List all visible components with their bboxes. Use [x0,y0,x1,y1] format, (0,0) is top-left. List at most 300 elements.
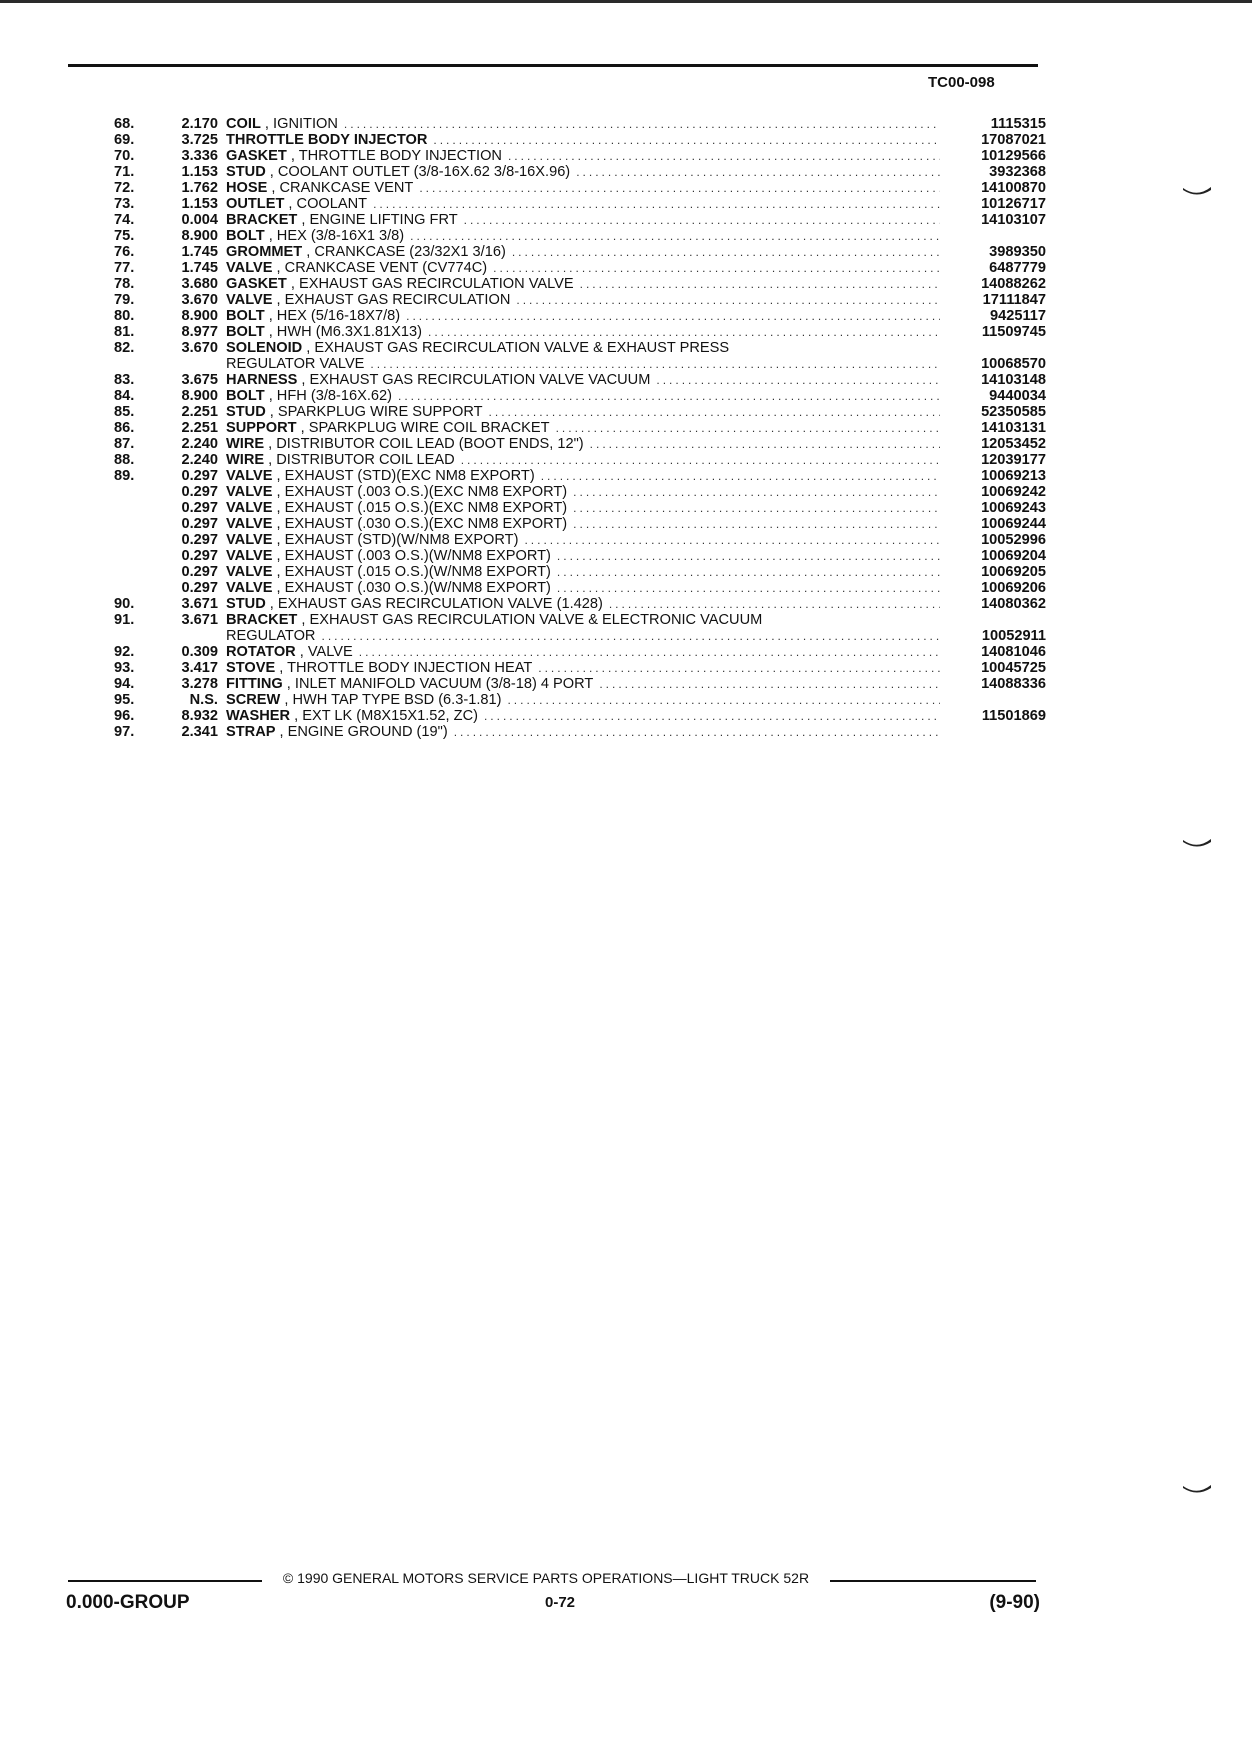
parts-row [114,308,1046,324]
parts-row [114,212,1046,228]
item-number: 80. [114,308,135,324]
part-number: 10069204 [981,548,1046,564]
part-number: 10069242 [981,484,1046,500]
part-description [226,132,944,148]
part-detail: , EXHAUST GAS RECIRCULATION VALVE & EXHAUST PRESS [302,340,730,356]
part-name: GROMMET [226,244,303,260]
part-number: 52350585 [981,404,1046,420]
item-number: 81. [114,324,135,340]
leader-dots [370,356,940,372]
leader-dots [344,116,940,132]
parts-row [114,484,1046,500]
part-detail: REGULATOR [226,628,316,644]
leader-dots [321,628,940,644]
leader-dots [516,292,940,308]
part-description [226,164,944,180]
parts-row [114,276,1046,292]
part-name: VALVE [226,548,273,564]
group-code: N.S. [189,692,218,708]
part-description [226,404,944,420]
part-detail: , HFH (3/8-16X.62) [264,388,392,404]
parts-row [114,196,1046,212]
parts-row [114,148,1046,164]
part-number: 12039177 [981,452,1046,468]
part-name: VALVE [226,468,273,484]
leader-dots [489,404,940,420]
part-description [226,308,944,324]
part-detail: , EXHAUST (.003 O.S.)(EXC NM8 EXPORT) [272,484,568,500]
group-code: 3.278 [181,676,218,692]
part-number: 14100870 [981,180,1046,196]
part-description [226,724,944,740]
part-detail: , ENGINE GROUND (19") [275,724,448,740]
parts-row [114,564,1046,580]
part-number: 10045725 [981,660,1046,676]
item-number: 96. [114,708,135,724]
leader-dots [609,596,940,612]
parts-row [114,532,1046,548]
group-code: 3.336 [181,148,218,164]
leader-dots [599,676,940,692]
part-name: BRACKET [226,212,298,228]
footer-rule-left [68,1580,262,1582]
parts-row [114,324,1046,340]
leader-dots [580,276,940,292]
part-description [226,116,944,132]
leader-dots [576,164,940,180]
part-number: 14103107 [981,212,1046,228]
item-number: 75. [114,228,135,244]
part-number: 14088336 [981,676,1046,692]
item-number: 90. [114,596,135,612]
part-detail: , ENGINE LIFTING FRT [297,212,458,228]
part-number: 11501869 [981,708,1046,724]
parts-row [114,580,1046,596]
part-name: VALVE [226,580,273,596]
leader-dots [557,580,940,596]
parts-row [114,724,1046,740]
leader-dots [538,660,940,676]
group-code: 1.745 [181,260,218,276]
part-name: BOLT [226,228,265,244]
part-detail: , EXHAUST (.030 O.S.)(W/NM8 EXPORT) [272,580,551,596]
part-name: WIRE [226,452,265,468]
group-label: 0.000-GROUP [66,1592,190,1613]
group-code: 0.297 [181,580,218,596]
group-code: 3.670 [181,340,218,356]
part-number: 3989350 [989,244,1046,260]
group-code: 3.670 [181,292,218,308]
part-number: 10069244 [981,516,1046,532]
leader-dots [573,500,940,516]
leader-dots [398,388,940,404]
group-code: 3.671 [181,612,218,628]
part-name: VALVE [226,564,273,580]
part-number: 14080362 [981,596,1046,612]
part-name: STRAP [226,724,276,740]
leader-dots [656,372,940,388]
part-name: VALVE [226,532,273,548]
group-code: 0.297 [181,532,218,548]
parts-row [114,628,1046,644]
parts-row [114,452,1046,468]
part-number: 3932368 [989,164,1046,180]
item-number: 68. [114,116,135,132]
part-description [226,196,944,212]
part-description [226,276,944,292]
parts-row [114,676,1046,692]
part-name: OUTLET [226,196,285,212]
part-description [226,468,944,484]
part-description [226,516,944,532]
item-number: 94. [114,676,135,692]
part-number: 10052996 [981,532,1046,548]
header-rule [68,64,1038,67]
leader-dots [556,420,940,436]
part-number: 10126717 [981,196,1046,212]
item-number: 71. [114,164,135,180]
item-number: 85. [114,404,135,420]
leader-dots [573,484,940,500]
part-detail: , DISTRIBUTOR COIL LEAD [264,452,455,468]
part-name: BRACKET [226,612,298,628]
parts-row [114,500,1046,516]
part-detail: , HEX (3/8-16X1 3/8) [264,228,405,244]
part-description [226,628,944,644]
part-description [226,484,944,500]
part-detail: , EXHAUST (STD)(W/NM8 EXPORT) [272,532,519,548]
item-number: 97. [114,724,135,740]
group-code: 1.745 [181,244,218,260]
part-detail: , SPARKPLUG WIRE SUPPORT [265,404,483,420]
item-number: 82. [114,340,135,356]
page-number: 0-72 [544,1594,576,1611]
part-description [226,388,944,404]
group-code: 8.977 [181,324,218,340]
leader-dots [464,212,940,228]
part-description [226,660,944,676]
part-number: 17111847 [982,292,1046,308]
part-number: 10069243 [981,500,1046,516]
part-number: 10069213 [981,468,1046,484]
leader-dots [573,516,940,532]
part-number: 10052911 [981,628,1046,644]
item-number: 69. [114,132,135,148]
part-description [226,452,944,468]
part-description [226,708,944,724]
binder-hole-mark-top [1182,186,1212,196]
part-description [226,228,944,244]
part-detail: , EXHAUST (.015 O.S.)(W/NM8 EXPORT) [272,564,551,580]
item-number: 70. [114,148,135,164]
part-name: VALVE [226,292,273,308]
group-code: 3.417 [181,660,218,676]
part-name: STUD [226,404,266,420]
part-description [226,436,944,452]
item-number: 88. [114,452,135,468]
item-number: 86. [114,420,135,436]
part-detail: , VALVE [295,644,353,660]
part-description [226,244,944,260]
part-description [226,212,944,228]
group-code: 2.240 [181,436,218,452]
group-code: 1.153 [181,164,218,180]
part-number: 14103131 [981,420,1046,436]
parts-row [114,372,1046,388]
part-detail: , DISTRIBUTOR COIL LEAD (BOOT ENDS, 12") [264,436,584,452]
part-number: 1115315 [990,116,1046,132]
parts-row [114,596,1046,612]
group-code: 2.251 [181,420,218,436]
group-code: 3.725 [181,132,218,148]
leader-dots [419,180,940,196]
group-code: 0.297 [181,468,218,484]
parts-row [114,436,1046,452]
leader-dots [524,532,940,548]
parts-row [114,340,1046,356]
part-name: COIL [226,116,261,132]
group-code: 0.297 [181,484,218,500]
part-description [226,180,944,196]
part-description [226,692,944,708]
part-number: 10129566 [981,148,1046,164]
parts-row [114,132,1046,148]
part-name: ROTATOR [226,644,296,660]
part-description [226,372,944,388]
leader-dots [454,724,940,740]
group-code: 2.240 [181,452,218,468]
group-code: 0.297 [181,516,218,532]
parts-row [114,692,1046,708]
leader-dots [484,708,940,724]
group-code: 8.900 [181,308,218,324]
group-code: 3.671 [181,596,218,612]
parts-row [114,356,1046,372]
leader-dots [373,196,940,212]
group-code: 1.153 [181,196,218,212]
part-number: 10069205 [981,564,1046,580]
part-detail: , HEX (5/16-18X7/8) [264,308,401,324]
group-code: 1.762 [181,180,218,196]
item-number: 83. [114,372,135,388]
group-code: 2.251 [181,404,218,420]
group-code: 3.675 [181,372,218,388]
item-number: 92. [114,644,135,660]
part-description [226,420,944,436]
leader-dots [507,692,940,708]
part-description [226,340,944,356]
group-code: 0.297 [181,548,218,564]
part-name: SOLENOID [226,340,303,356]
parts-row [114,244,1046,260]
item-number: 84. [114,388,135,404]
parts-row [114,292,1046,308]
group-code: 0.297 [181,564,218,580]
leader-dots [512,244,940,260]
leader-dots [557,548,940,564]
part-detail: , COOLANT OUTLET (3/8-16X.62 3/8-16X.96) [265,164,571,180]
part-detail: , THROTTLE BODY INJECTION [286,148,502,164]
group-code: 0.309 [181,644,218,660]
part-name: FITTING [226,676,283,692]
part-number: 14088262 [981,276,1046,292]
part-description [226,564,944,580]
parts-row [114,644,1046,660]
item-number: 73. [114,196,135,212]
part-detail: , EXHAUST GAS RECIRCULATION VALVE & ELECTRONIC VACUUM [297,612,763,628]
leader-dots [433,132,940,148]
part-detail: , CRANKCASE VENT [267,180,414,196]
item-number: 72. [114,180,135,196]
parts-row [114,164,1046,180]
part-detail: , EXHAUST GAS RECIRCULATION VALVE (1.428) [265,596,603,612]
part-number: 10069206 [981,580,1046,596]
leader-dots [461,452,940,468]
part-detail: , EXHAUST GAS RECIRCULATION VALVE VACUUM [297,372,651,388]
leader-dots [493,260,940,276]
part-description [226,356,944,372]
part-name: VALVE [226,500,273,516]
part-number: 10068570 [981,356,1046,372]
part-description [226,596,944,612]
part-name: BOLT [226,388,265,404]
part-description [226,260,944,276]
revision-date: (9-90) [989,1592,1040,1613]
part-name: VALVE [226,260,273,276]
item-number: 76. [114,244,135,260]
part-detail: , EXHAUST (.030 O.S.)(EXC NM8 EXPORT) [272,516,568,532]
part-name: STUD [226,164,266,180]
part-detail: , THROTTLE BODY INJECTION HEAT [275,660,533,676]
group-code: 0.004 [181,212,218,228]
part-description [226,292,944,308]
part-description [226,500,944,516]
part-detail: , EXHAUST (.003 O.S.)(W/NM8 EXPORT) [272,548,551,564]
binder-hole-mark-middle [1182,838,1212,848]
parts-row [114,612,1046,628]
parts-row [114,468,1046,484]
group-code: 2.170 [181,116,218,132]
part-description [226,324,944,340]
item-number: 78. [114,276,135,292]
item-number: 89. [114,468,135,484]
part-description [226,580,944,596]
part-detail: , EXHAUST GAS RECIRCULATION [272,292,511,308]
part-number: 11509745 [981,324,1046,340]
group-code: 8.900 [181,388,218,404]
part-name: GASKET [226,276,287,292]
group-code: 2.341 [181,724,218,740]
part-name: WASHER [226,708,291,724]
part-detail: , EXT LK (M8X15X1.52, ZC) [290,708,478,724]
leader-dots [590,436,940,452]
part-description [226,612,944,628]
part-description [226,548,944,564]
part-description [226,644,944,660]
leader-dots [359,644,940,660]
part-detail: , CRANKCASE (23/32X1 3/16) [302,244,506,260]
parts-row [114,548,1046,564]
parts-row [114,420,1046,436]
part-detail: , CRANKCASE VENT (CV774C) [272,260,488,276]
item-number: 93. [114,660,135,676]
group-code: 3.680 [181,276,218,292]
parts-row [114,708,1046,724]
part-name: STOVE [226,660,276,676]
leader-dots [410,228,940,244]
page-code: TC00-098 [928,74,995,91]
part-detail: , COOLANT [284,196,368,212]
part-detail: , EXHAUST GAS RECIRCULATION VALVE [286,276,574,292]
leader-dots [508,148,940,164]
parts-row [114,180,1046,196]
item-number: 77. [114,260,135,276]
part-number: 6487779 [989,260,1046,276]
part-name: THROTTLE BODY INJECTOR [226,132,428,148]
parts-list [114,116,1046,740]
part-name: STUD [226,596,266,612]
scan-edge [0,0,1252,3]
group-code: 8.900 [181,228,218,244]
part-name: WIRE [226,436,265,452]
part-number: 14081046 [981,644,1046,660]
group-code: 0.297 [181,500,218,516]
item-number: 87. [114,436,135,452]
part-description [226,532,944,548]
footer-rule-right [830,1580,1036,1582]
part-number: 9440034 [989,388,1046,404]
copyright-notice: © 1990 GENERAL MOTORS SERVICE PARTS OPERATIONS—LIGHT TRUCK 52R [282,1570,810,1586]
part-name: SCREW [226,692,281,708]
part-description [226,676,944,692]
part-detail: , HWH TAP TYPE BSD (6.3-1.81) [280,692,502,708]
parts-row [114,388,1046,404]
part-name: HARNESS [226,372,298,388]
part-number: 17087021 [981,132,1046,148]
part-detail: , INLET MANIFOLD VACUUM (3/8-18) 4 PORT [282,676,594,692]
part-detail: , HWH (M6.3X1.81X13) [264,324,422,340]
part-number: 9425117 [989,308,1046,324]
part-detail: , EXHAUST (STD)(EXC NM8 EXPORT) [272,468,535,484]
leader-dots [406,308,940,324]
part-name: VALVE [226,484,273,500]
parts-row [114,116,1046,132]
group-code: 8.932 [181,708,218,724]
part-detail: , IGNITION [260,116,338,132]
item-number: 95. [114,692,135,708]
leader-dots [541,468,940,484]
leader-dots [428,324,940,340]
parts-row [114,516,1046,532]
part-name: VALVE [226,516,273,532]
part-name: BOLT [226,324,265,340]
item-number: 91. [114,612,135,628]
part-detail: REGULATOR VALVE [226,356,365,372]
leader-dots [557,564,940,580]
parts-row [114,228,1046,244]
parts-row [114,260,1046,276]
parts-row [114,660,1046,676]
item-number: 79. [114,292,135,308]
part-detail: , SPARKPLUG WIRE COIL BRACKET [296,420,550,436]
binder-hole-mark-bottom [1182,1484,1212,1494]
part-number: 12053452 [981,436,1046,452]
part-name: BOLT [226,308,265,324]
part-name: HOSE [226,180,268,196]
parts-row [114,404,1046,420]
part-description [226,148,944,164]
part-name: SUPPORT [226,420,297,436]
